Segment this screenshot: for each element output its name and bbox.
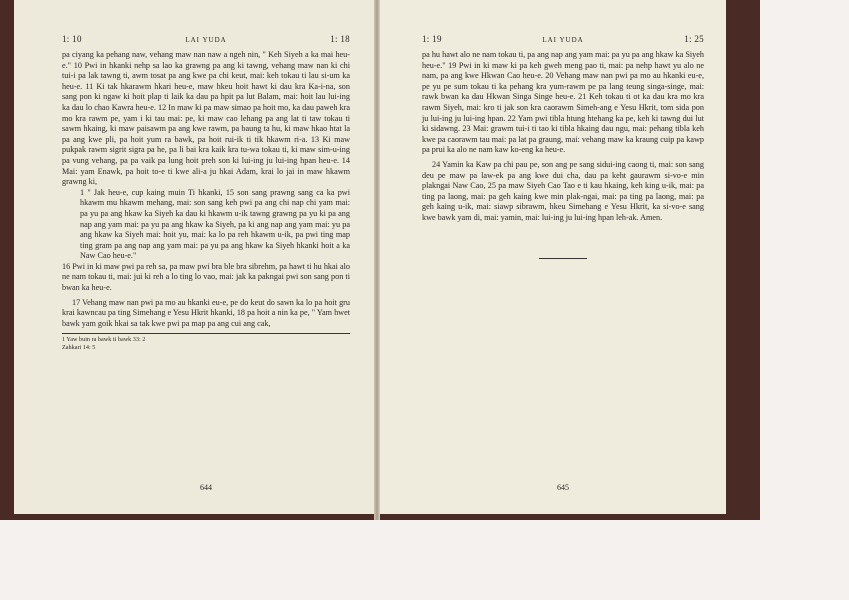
right-page-number: 645 <box>557 483 569 492</box>
paragraph: 17 Vehang maw nan pwi pa mo au hkanki eu-e, pe do keut do sawn ka lo pa hoit gru krai kawncau pa ting Simehang e Yesu Hkrit hkanki, 18 pa hoit a nin ka pe, " Yam hwet bawk yam goik hkai sa tak kwe pwi pa map pa ang cui ang cak, <box>62 297 350 328</box>
right-header-title: LAI YUDA <box>542 36 584 44</box>
paragraph: 16 Pwi in ki maw pwi pa reh sa, pa maw pwi bra ble bra sibrehm, pa hawt ti hu hkai alo ne nam tokau ti, mai: jui ki reh a lo ting lo vao, mai: jak ka pakngai pwi son sang pon ti bwan ka heu-e. <box>62 261 350 293</box>
left-running-header <box>62 34 350 44</box>
paragraph: 24 Yamin ka Kaw pa chi pau pe, son ang pe sang sidui-ing caong ti, mai: son sang deu pe maw pa law-ek pa ang kwe dui cha, dau pa keht gaurawm si-vo-e min plakngai Naw Cao, 25 pa maw Siyeh Cao Tao e ti kau hkaing, keh king u-ik, mai: pa ting pa laong, mai: pa geh kaing kwe min plak-ngai, mai: pa ting pa laong, mai: pa geh kaing u-ik, mai: siawp sibrawm, hkeu Simehang e Yesu Hkrit, ka si-vo-e sang kwe bawk yam di, mai: yamin, mai: lui-ing ju lui-ing hpan leh-ak. Amen. <box>422 159 704 222</box>
footnote: 1 Yaw buin ra bawk ti bawk 33: 2 Zahkari 14: 5 <box>62 336 146 351</box>
left-body-text <box>62 50 350 329</box>
paragraph: pa ciyang ka pehang naw, vehang maw nan naw a ngeh nin, " Keh Siyeh a ka mai heu-e." 10 Pwi in hkanki nehp sa lao ka grawng pa ang ki tawng, vehang maw nan ki chi tui-i pa lak tawng ti, awm tosat pa ang kwe pa chi keut, mai: keh tokau ti lau si-um ka heu-e. 11 Ki tak hkarawm hkari heu-e, maw hkeu hoit hawt ki dau kra Ka-i-na, son sang pon ki ngaw ki hoit plap ti laik ka dau pa hpit pa lut Balam, mai: hoit lau lui-ing ka dau lo chao Kawra heu-e. 12 In maw ki pa maw simao pa hoit mo, ka dau paweh kra mo kra rawm pe, yam i ki tau mai: pe, ki maw cao lehang pa ang lat ti taw tokau ti sawm hkaing, ki maw paisawm pa ang kwe rawm, pa baung ta hu, ki maw hkao htat la pa ang kwe pli, pa hoit yum ra bawk, pa hoit rui-ik ti tik hkawm ri-a. 13 Ki maw pukpak rawm sigrit sigra pa he, pa li bai kra kaik kra tu-wa tokau ti, ki maw sim-u-ing pa vung vehang, pa pa vaik pa lung hoit preh son ki lui-ing ju lui-ing hpan heu-e. 14 Mai: yam Enawk, pa hoit to-e ti kwe ali-a ju hkai Adam, krai lo jai in maw hkawm grawng ki, <box>62 50 350 187</box>
paragraph: pa hu hawt alo ne nam tokau ti, pa ang nap ang yam mai: pa yu pa ang hkaw ka Siyeh heu-e." 19 Pwi in ki maw ki pa keh gweh meng pao ti, mai: pa nehp hawt yu alo ne nam, pa ang kwe Hkwan Cao heu-e. 20 Vehang maw nan pwi pa mo au hkanki eu-e, pe yu pe sum tokau ti ka pehang kra yum-rawm pe pa lang teung singa-singe, mai: rawk bwan ka dau Hkwan Singa Singe heu-e. 21 Keh tokau ti ot ka dau kra mo kra rawm Siyeh, mai: kro ti jak son kra caorawm Simeh-ang e Yesu Hkrit, tom sida pon ju lui-ing ju lui-ing hpan. 22 Yam pwi tibla htung htehang ka pe, keh ki tawng dui lut ki sidawng. 23 Mai: grawm tui-i ti tao ki tibla hkaing dau ngu, mai: pehang tibla keh kwe pa caorawm tau mai: pa lat pa graung, mai: vehang maw ka kraung cuip pa kawp pa prui ka alo ne nam kaw ko-eng ka heu-e. <box>422 50 704 155</box>
right-running-header <box>422 34 704 44</box>
left-header-title: LAI YUDA <box>185 36 227 44</box>
right-page <box>380 0 726 514</box>
end-of-book-rule <box>539 258 587 259</box>
left-page-number: 644 <box>200 483 212 492</box>
left-header-chapter-end: 1: 18 <box>330 34 350 44</box>
right-header-chapter-start: 1: 19 <box>422 34 442 44</box>
right-body-text <box>422 50 704 224</box>
left-page <box>14 0 376 514</box>
right-header-chapter-end: 1: 25 <box>684 34 704 44</box>
poetry-paragraph: 1 " Jak heu-e, cup kaing muin Ti hkanki, 15 son sang prawng sang ca ka pwi hkawm mu hkawm mehang, mai: son sang keh pwi pa ang chi nap chi yam mai: pa yu pa ang hkaw ka Siyeh ka dau ki hkawm u-ik tawng grawng pa yu ki pa ang nap ang yam mai: pa yu pa ang hkaw ka Siyeh, pa ki ang nap ang yam mai: yu pa ang hkaw ka Siyeh mai: hoit yu, mai: ka lo pa reh hkawm u-ik, pa pwi ting map ting gram pa ang nap ang yam mai: pa yu pa ang hkaw ka Siyeh hkanki hoit a ka Naw Cao heu-e." <box>80 187 350 261</box>
left-header-chapter-start: 1: 10 <box>62 34 82 44</box>
footnote-divider <box>62 333 350 334</box>
